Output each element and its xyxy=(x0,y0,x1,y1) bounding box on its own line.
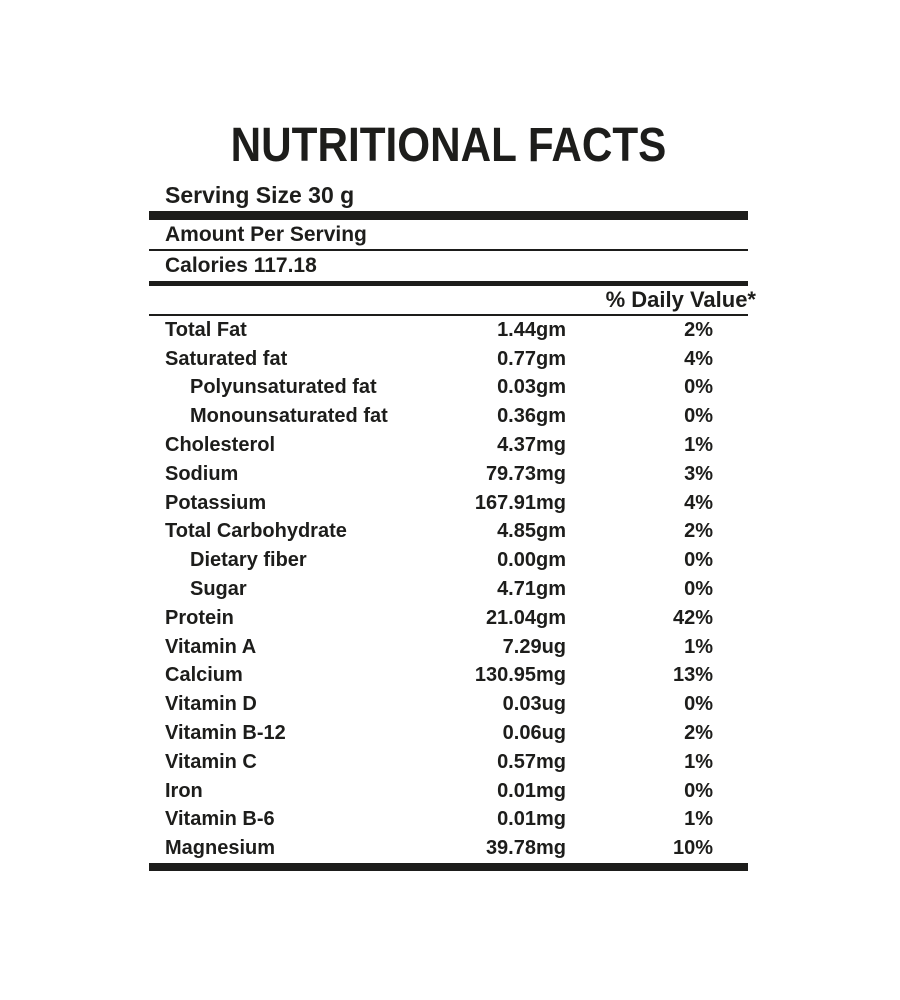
calories-text: Calories 117.18 xyxy=(165,254,317,277)
nutrient-row xyxy=(149,834,748,863)
nutrient-name: Magnesium xyxy=(165,837,276,860)
nutrient-daily-value: 1% xyxy=(684,808,713,831)
nutrient-daily-value: 0% xyxy=(684,376,713,399)
nutrient-daily-value: 0% xyxy=(684,549,713,572)
nutrient-amount: 4.85gm xyxy=(497,520,566,543)
nutrient-name: Vitamin B-6 xyxy=(165,808,275,831)
nutrient-daily-value: 1% xyxy=(684,434,713,457)
nutrient-name: Total Fat xyxy=(165,318,247,341)
nutrient-amount: 0.00gm xyxy=(497,549,566,572)
nutrient-daily-value: 13% xyxy=(672,664,713,687)
nutrient-name: Sugar xyxy=(190,578,247,601)
nutrient-amount: 4.37mg xyxy=(497,434,566,457)
nutrient-row xyxy=(149,402,748,431)
nutrient-row xyxy=(149,489,748,518)
nutrient-daily-value: 0% xyxy=(684,578,713,601)
nutrient-amount: 0.01mg xyxy=(497,779,566,802)
nutrient-name: Vitamin B-12 xyxy=(165,722,286,745)
nutrient-amount: 4.71gm xyxy=(497,578,566,601)
nutrient-row xyxy=(149,431,748,460)
nutrient-amount: 0.77gm xyxy=(497,347,566,370)
nutrient-row xyxy=(149,748,748,777)
nutrition-facts-label xyxy=(149,0,756,871)
divider-thick-bottom xyxy=(149,863,748,871)
nutrient-daily-value: 0% xyxy=(684,779,713,802)
nutrient-amount: 7.29ug xyxy=(502,635,566,658)
nutrient-row xyxy=(149,575,748,604)
nutrient-name: Total Carbohydrate xyxy=(165,520,347,543)
nutrient-amount: 130.95mg xyxy=(474,664,566,687)
nutrient-name: Iron xyxy=(165,779,203,802)
nutrient-name: Potassium xyxy=(165,491,267,514)
nutrient-amount: 0.36gm xyxy=(497,405,566,428)
nutrient-name: Saturated fat xyxy=(165,347,288,370)
nutrient-daily-value: 2% xyxy=(684,722,713,745)
nutrient-name: Vitamin A xyxy=(165,635,257,658)
nutrient-amount: 167.91mg xyxy=(474,491,566,514)
nutrient-amount: 0.01mg xyxy=(497,808,566,831)
nutrient-daily-value: 4% xyxy=(684,491,713,514)
nutrient-row xyxy=(149,546,748,575)
nutrient-row xyxy=(149,806,748,835)
nutrient-name: Sodium xyxy=(165,462,239,485)
nutrient-name: Protein xyxy=(165,606,234,629)
nutrient-daily-value: 2% xyxy=(684,318,713,341)
nutrient-row xyxy=(149,690,748,719)
nutrient-row xyxy=(149,316,748,345)
nutrient-amount: 21.04gm xyxy=(485,606,566,629)
nutrient-row xyxy=(149,604,748,633)
nutrient-daily-value: 1% xyxy=(684,635,713,658)
nutrient-row xyxy=(149,662,748,691)
page-title: NUTRITIONAL FACTS xyxy=(230,119,667,172)
nutrient-daily-value: 4% xyxy=(684,347,713,370)
nutrient-amount: 0.03gm xyxy=(497,376,566,399)
nutrient-rows xyxy=(149,316,748,863)
divider-thin-1 xyxy=(149,249,748,251)
nutrient-name: Dietary fiber xyxy=(190,549,307,572)
daily-value-header: % Daily Value* xyxy=(605,287,756,312)
nutrient-daily-value: 0% xyxy=(684,693,713,716)
nutrient-row xyxy=(149,460,748,489)
nutrient-name: Vitamin C xyxy=(165,750,257,773)
nutrient-row xyxy=(149,374,748,403)
nutrient-daily-value: 1% xyxy=(684,750,713,773)
nutrient-daily-value: 0% xyxy=(684,405,713,428)
serving-size-text: Serving Size 30 g xyxy=(165,182,355,208)
divider-medium xyxy=(149,281,748,286)
divider-thick-top xyxy=(149,211,748,220)
nutrient-amount: 79.73mg xyxy=(485,462,566,485)
nutrient-row xyxy=(149,719,748,748)
nutrient-daily-value: 3% xyxy=(684,462,713,485)
amount-per-serving-text: Amount Per Serving xyxy=(165,223,367,246)
nutrient-name: Polyunsaturated fat xyxy=(190,376,377,399)
nutrient-daily-value: 10% xyxy=(672,837,713,860)
nutrient-name: Vitamin D xyxy=(165,693,257,716)
nutrient-name: Cholesterol xyxy=(165,434,276,457)
nutrient-daily-value: 2% xyxy=(684,520,713,543)
nutrient-row xyxy=(149,777,748,806)
nutrient-name: Monounsaturated fat xyxy=(190,405,388,428)
nutrient-row xyxy=(149,345,748,374)
nutrient-row xyxy=(149,518,748,547)
nutrient-amount: 0.03ug xyxy=(502,693,566,716)
nutrient-amount: 0.06ug xyxy=(502,722,566,745)
nutrient-daily-value: 42% xyxy=(672,606,713,629)
nutrient-amount: 39.78mg xyxy=(485,837,566,860)
nutrient-amount: 0.57mg xyxy=(497,750,566,773)
nutrient-name: Calcium xyxy=(165,664,243,687)
nutrient-amount: 1.44gm xyxy=(497,318,566,341)
nutrient-row xyxy=(149,633,748,662)
